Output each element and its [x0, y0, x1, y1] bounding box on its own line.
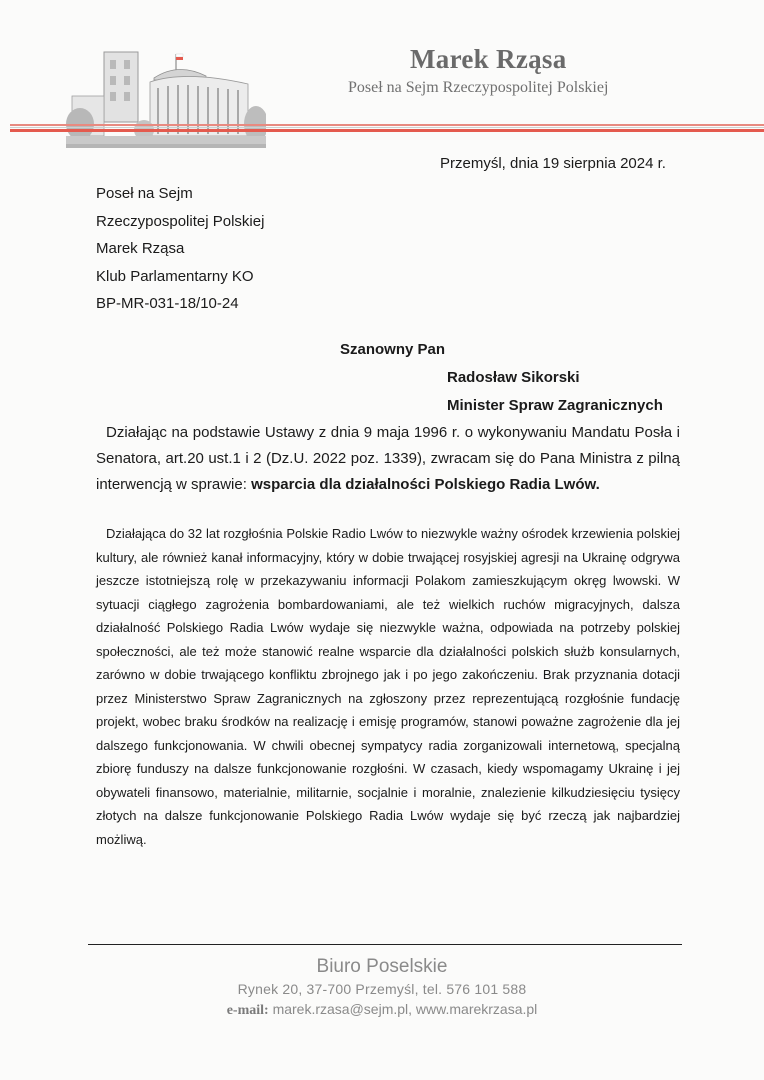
- footer-email-label: e-mail:: [226, 1003, 269, 1018]
- footer-email-links[interactable]: marek.rzasa@sejm.pl, www.marekrzasa.pl: [272, 1001, 538, 1017]
- recipient-name: Radosław Sikorski: [447, 369, 580, 386]
- sejm-building-icon: [66, 44, 266, 154]
- sender-line: Poseł na Sejm: [96, 185, 193, 202]
- footer-contact: [0, 1001, 764, 1019]
- letterhead-stripe: [10, 124, 764, 126]
- recipient-greeting: Szanowny Pan: [340, 341, 446, 358]
- letterhead-name: Marek Rząsa: [410, 44, 567, 74]
- reference-number: BP-MR-031-18/10-24: [96, 295, 239, 312]
- recipient-title: Minister Spraw Zagranicznych: [447, 397, 663, 414]
- sender-block: [96, 180, 264, 318]
- intro-subject: wsparcia dla działalności Polskiego Radia Lwów.: [251, 476, 600, 493]
- footer-address: Rynek 20, 37-700 Przemyśl, tel. 576 101 588: [237, 981, 527, 997]
- footer-divider: [88, 944, 682, 945]
- intro-text: Działając na podstawie Ustawy z dnia 9 maja 1996 r. o wykonywaniu Mandatu Posła i Senatora, art.20 ust.1 i 2 (Dz.U. 2022 poz. 1339), zwracam się do Pana Ministra z pilną interwencją w sprawie:: [96, 424, 680, 493]
- sender-line: Rzeczypospolitej Polskiej: [96, 212, 265, 230]
- letterhead-subtitle: Poseł na Sejm Rzeczypospolitej Polskiej: [348, 79, 609, 96]
- intro-paragraph: [96, 420, 680, 498]
- sender-line: Marek Rząsa: [96, 240, 185, 257]
- letterhead-stripe-grey: [10, 127, 764, 128]
- footer-office: Biuro Poselskie: [316, 956, 448, 977]
- sender-line: Klub Parlamentarny KO: [96, 267, 254, 285]
- letter-date: Przemyśl, dnia 19 sierpnia 2024 r.: [440, 155, 666, 172]
- letterhead-stripe-red: [10, 129, 764, 132]
- body-paragraph: Działająca do 32 lat rozgłośnia Polskie Radio Lwów to niezwykle ważny ośrodek krzewienia polskiej kultury, ale również kanał informacyjny, który w dobie trwającej rosyjskiej agresji na Ukrainę odgrywa jeszcze istotniejszą rolę w przekazywaniu informacji Polakom zamieszkującym okręg lwowski. W sytuacji ciągłego zagrożenia bombardowaniami, ale też wielkich ruchów migracyjnych, dalsza działalność Polskiego Radia Lwów wydaje się niezwykle ważna, odpowiada na potrzeby polskiej społeczności, ale też może stanowić realne wsparcie dla działalności polskich służb konsularnych, zarówno w dobie trwającego konfliktu zbrojnego jak i po jego zakończeniu. Brak przyznania dotacji przez Ministerstwo Spraw Zagranicznych na zgłoszony przez reprezentującą rozgłośnie fundację projekt, wobec braku środków na realizację i emisję programów, stanowi poważne zagrożenie dla jej dalszego funkcjonowania. W chwili obecnej sympatycy radia zorganizowali internetową, specjalną zbiorę funduszy na dalsze funkcjonowanie rozgłośni. W czasach, kiedy wspomagamy Ukrainę i jej obywateli finansowo, materialnie, militarnie, socjalnie i moralnie, znalezienie kilkudziesięciu tysięcy złotych na dalsze funkcjonowanie Polskiego Radia Lwów wydaje się być rzeczą jak najbardziej możliwą.: [96, 526, 680, 847]
